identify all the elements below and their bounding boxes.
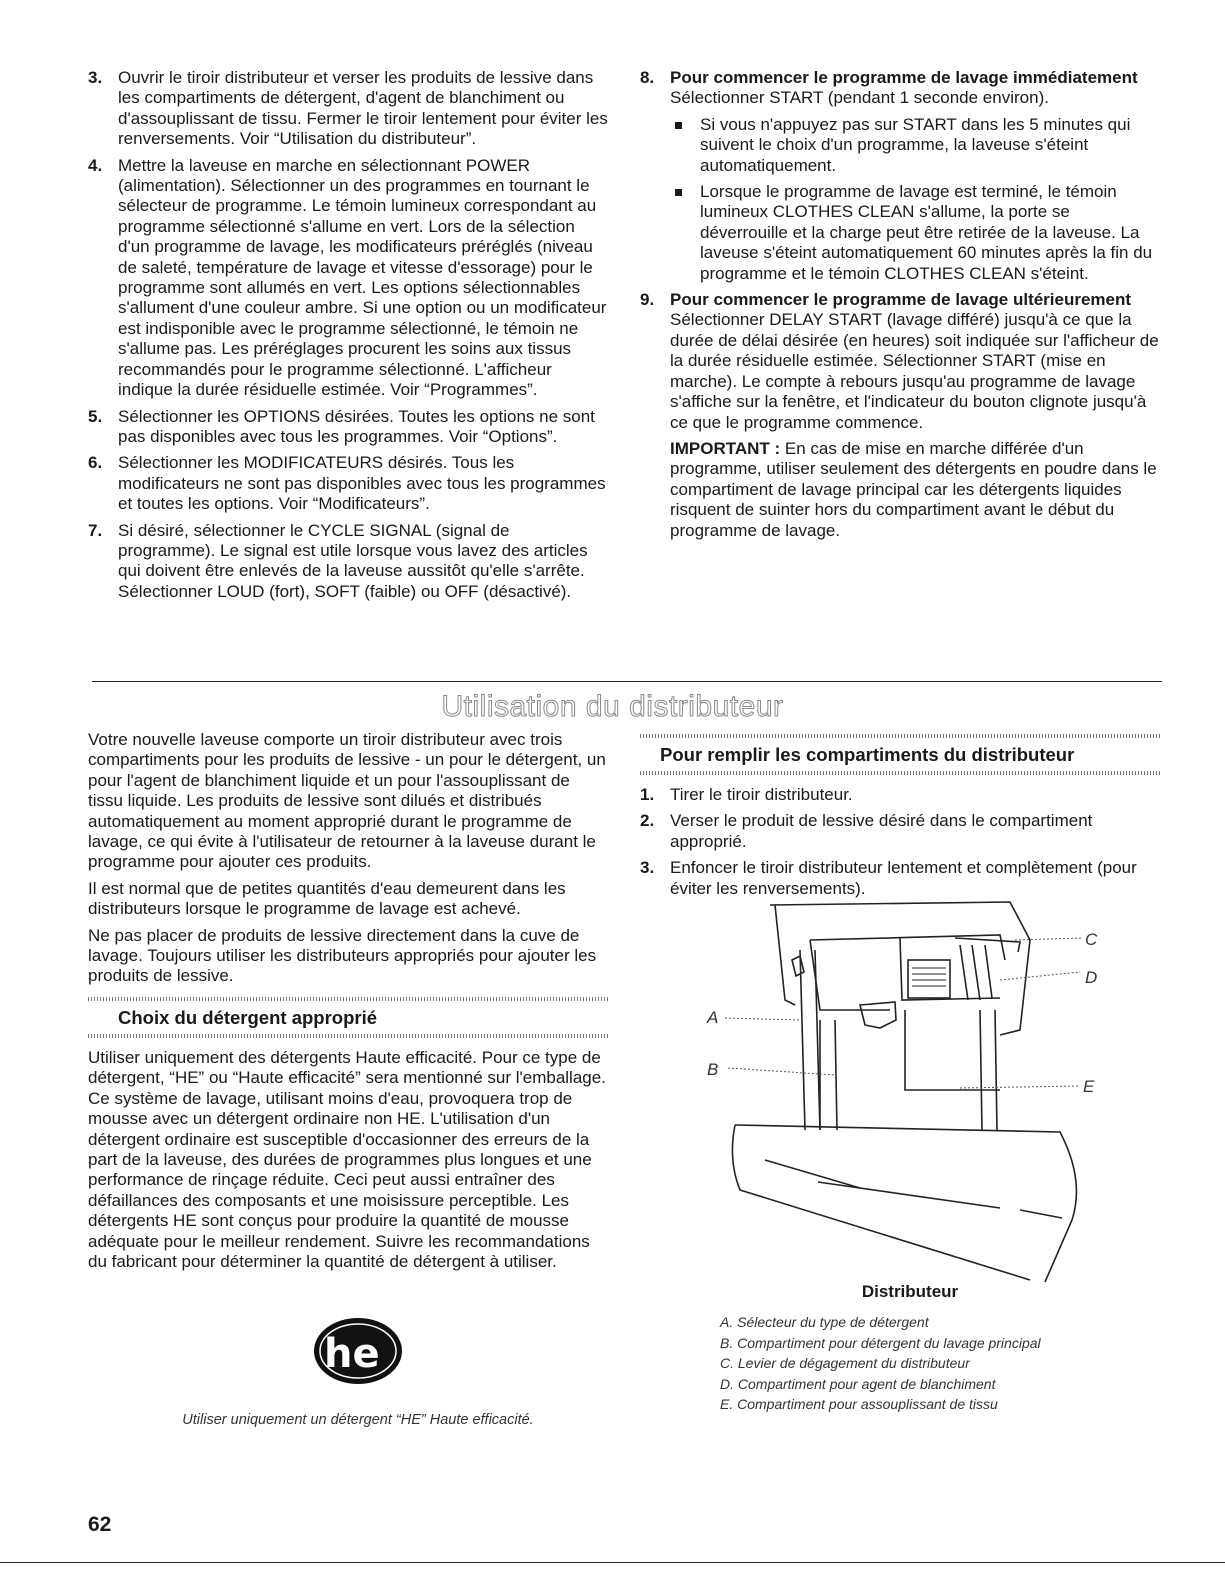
legend-item: C. Levier de dégagement du distributeur: [720, 1355, 970, 1371]
legend-item: B. Compartiment pour détergent du lavage principal: [720, 1334, 1041, 1351]
top-left-column: [88, 68, 608, 608]
bullet-item: Si vous n'appuyez pas sur START dans les 5 minutes qui suivent le choix d'un programme, la laveuse s'éteint automatiquement.: [670, 115, 1162, 176]
step-number: 8.: [640, 68, 655, 87]
diagram-title: Distributeur: [861, 1282, 959, 1301]
step-text: Si désiré, sélectionner le CYCLE SIGNAL (signal de programme). Le signal est utile lorsque vous lavez des articles qui doivent être enlevés de la laveuse aussitôt qu'elle s'arrête. Sélectionner LOUD (fort), SOFT (faible) ou OFF (désactivé).: [118, 520, 588, 601]
diagram-label-a: A: [707, 1008, 719, 1027]
step-item: [88, 407, 608, 448]
step-number: 3.: [640, 858, 655, 878]
he-logo-icon: [312, 1315, 408, 1387]
legend-item: E. Compartiment pour assouplissant de tissu: [720, 1396, 998, 1412]
page-number: 62: [88, 1513, 112, 1536]
bullet-list: [670, 115, 1162, 284]
step-item: [88, 521, 608, 603]
step-number: 5.: [88, 406, 103, 426]
bullet-item: Lorsque le programme de lavage est terminé, le témoin lumineux CLOTHES CLEAN s'allume, la porte se déverrouille et la charge peut être retirée de la laveuse. La laveuse s'éteint automatiquement 60 minutes après la fin du programme et le témoin CLOTHES CLEAN s'éteint.: [670, 182, 1162, 284]
fill-steps-list: [640, 785, 1162, 899]
intro-paragraph: Ne pas placer de produits de lessive directement dans la cuve de lavage. Toujours utiliser les distributeurs appropriés pour ajouter les produits de lessive.: [88, 925, 597, 986]
important-text: En cas de mise en marche différée d'un programme, utiliser seulement des détergents en poudre dans le compartiment de lavage principal car les détergents liquides risquent de suinter hors du compartiment avant le début du programme de lavage.: [670, 438, 1157, 540]
step-text: Sélectionner les MODIFICATEURS désirés. Tous les modificateurs ne sont pas disponibles avec tous les programmes et toutes les options. Voir “Modificateurs”.: [118, 453, 606, 514]
step-number: 3.: [88, 68, 103, 87]
square-bullet-icon: [675, 122, 682, 129]
step-item: [88, 453, 608, 514]
step-number: 2.: [640, 811, 655, 831]
important-note: [670, 439, 1162, 541]
diagram-label-c: C: [1085, 930, 1098, 949]
diagram-label-d: D: [1085, 968, 1098, 987]
step-item: [88, 68, 608, 150]
step-text: Ouvrir le tiroir distributeur et verser les produits de lessive dans les compartiments de détergent, d'agent de blanchiment ou d'assouplissant de tissu. Fermer le tiroir lentement pour éviter les renversements. Voir “Utilisation du distributeur”.: [118, 68, 608, 149]
step-text: Sélectionner START (pendant 1 seconde environ).: [670, 88, 1049, 108]
he-caption: Utiliser uniquement un détergent “HE” Haute efficacité.: [182, 1412, 534, 1428]
step-number: 6.: [88, 453, 103, 473]
step-item: [640, 811, 1162, 852]
hatch-divider: [640, 771, 1162, 775]
step-number: 9.: [640, 290, 655, 310]
steps-list-8-9: [640, 68, 1162, 541]
hatch-divider: [88, 1034, 608, 1038]
step-text: Enfoncer le tiroir distributeur lentement et complètement (pour éviter les renversements).: [670, 858, 1137, 898]
square-bullet-icon: [675, 189, 682, 196]
bottom-left-column: [88, 730, 608, 1278]
step-title: Pour commencer le programme de lavage ultérieurement: [670, 290, 1132, 310]
section-divider: [92, 681, 1162, 682]
fill-subhead: Pour remplir les compartiments du distributeur: [660, 744, 1075, 765]
bottom-rule: [0, 1562, 1225, 1563]
step-item: [640, 68, 1162, 284]
bottom-right-column: [640, 730, 1162, 905]
intro-paragraph: Il est normal que de petites quantités d'eau demeurent dans les distributeurs lorsque le programme de lavage est achevé.: [88, 878, 566, 919]
step-item: [640, 858, 1162, 899]
legend-item: D. Compartiment pour agent de blanchiment: [720, 1375, 996, 1392]
diagram-label-e: E: [1083, 1077, 1095, 1096]
step-item: [640, 290, 1162, 541]
step-number: 4.: [88, 155, 103, 175]
diagram-legend: [720, 1312, 1160, 1415]
step-text: Sélectionner les OPTIONS désirées. Toutes les options ne sont pas disponibles avec tous les programmes. Voir “Options”.: [118, 406, 595, 446]
step-text: Mettre la laveuse en marche en sélectionnant POWER (alimentation). Sélectionner un des programmes en tournant le sélecteur de programme. Le témoin lumineux correspondant au programme sélectionné s'allume en vert. Lors de la sélection d'un programme de lavage, les modificateurs préréglés (niveau de saleté, température de lavage et vitesse d'essorage) pour le programme sont allumés en vert. Les options sélectionnables s'allument d'une couleur ambre. Si une option ou un modificateur est indisponible avec le programme sélectionné, le témoin ne s'allume pas. Les préréglages procurent les soins aux tissus recommandés pour le programme sélectionné. L'afficheur indique la durée résiduelle estimée. Voir “Programmes”.: [118, 155, 607, 400]
detergent-paragraph: Utiliser uniquement des détergents Haute efficacité. Pour ce type de détergent, “HE” ou “Haute efficacité” sera mentionné sur l'emballage. Ce système de lavage, utilisant moins d'eau, provoquera trop de mousse avec un détergent ordinaire non HE. L'utilisation d'un détergent ordinaire est susceptible d'occasionner des erreurs de la part de la laveuse, des durées de programmes plus longues et une performance de rinçage réduite. Ceci peut aussi entraîner des défaillances des composants et une moisissure perceptible. Les détergents HE sont conçus pour produire la quantité de mousse adéquate pour le meilleur rendement. Suivre les recommandations du fabricant pour déterminer la quantité de détergent à utiliser.: [88, 1047, 606, 1271]
dispenser-diagram: [700, 900, 1120, 1290]
step-number: 1.: [640, 785, 655, 804]
step-item: [88, 156, 608, 401]
section-title: Utilisation du distributeur: [441, 690, 784, 723]
step-text: Tirer le tiroir distributeur.: [670, 785, 853, 804]
step-text: Sélectionner DELAY START (lavage différé) jusqu'à ce que la durée de délai désirée (en heures) soit indiquée sur l'afficheur de la durée résiduelle estimée. Sélectionner START (mise en marche). Le compte à rebours jusqu'au programme de lavage s'affiche sur la fenêtre, et l'indicateur du bouton clignote jusqu'à ce que le programme commence.: [670, 310, 1159, 432]
top-right-column: [640, 68, 1162, 547]
step-text: Verser le produit de lessive désiré dans le compartiment approprié.: [670, 811, 1093, 851]
step-item: [640, 785, 1162, 805]
step-title: Pour commencer le programme de lavage immédiatement: [670, 68, 1138, 87]
legend-item: A. Sélecteur du type de détergent: [720, 1314, 929, 1330]
important-label: IMPORTANT :: [670, 438, 781, 458]
steps-list-3-7: [88, 68, 608, 602]
diagram-label-b: B: [707, 1060, 719, 1079]
he-logo-letters: he: [324, 1331, 380, 1377]
detergent-subhead: Choix du détergent approprié: [118, 1006, 378, 1028]
intro-paragraph: Votre nouvelle laveuse comporte un tiroir distributeur avec trois compartiments pour les produits de lessive - un pour le détergent, un pour l'agent de blanchiment liquide et un pour l'assouplissant de tissu liquide. Les produits de lessive sont dilués et distribués automatiquement au moment approprié durant le programme de lavage, ce qui évite à l'utilisateur de retourner à la laveuse durant le programme pour ajouter ces produits.: [88, 730, 606, 872]
step-number: 7.: [88, 520, 103, 540]
